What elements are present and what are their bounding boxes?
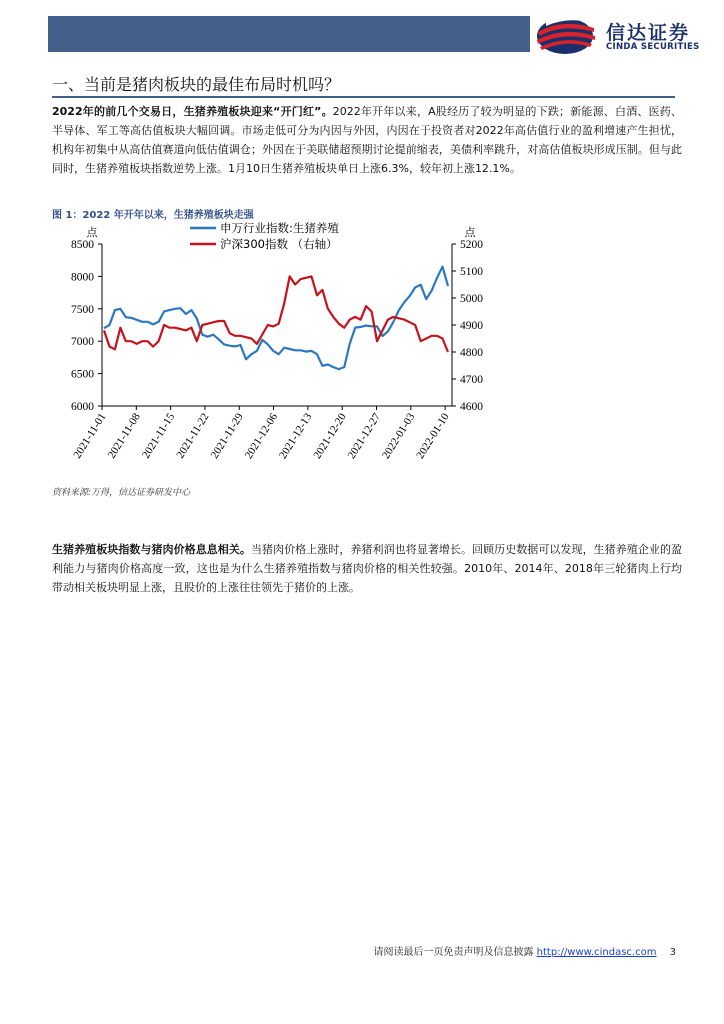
x-tick-label: 2021-12-27 [345,411,384,462]
line-chart [40,216,510,484]
legend-label-2: 沪深300指数 （右轴） [220,237,338,251]
x-tick-label: 2021-12-13 [277,411,315,462]
x-tick-label: 2021-11-08 [105,411,143,461]
footer-disclaimer: 请阅读最后一页免责声明及信息披露 [373,947,534,958]
legend-label-1: 申万行业指数:生猪养殖 [220,221,339,235]
page-number: 3 [669,947,676,958]
right-tick-label: 4800 [460,347,483,359]
cinda-logo [532,14,712,56]
right-tick-label: 4600 [460,401,483,413]
right-tick-label: 5000 [460,293,483,305]
left-tick-label: 8500 [71,239,94,251]
footer-link[interactable]: http://www.cindasc.com [536,947,657,958]
title-divider [52,96,675,98]
left-tick-label: 8000 [71,271,94,284]
header-bar [48,16,530,52]
left-tick-label: 6000 [71,401,94,413]
section-title: 一、当前是猪肉板块的最佳布局时机吗？ [52,75,341,94]
left-tick-label: 7000 [71,336,94,349]
paragraph-2-body: 当猪肉价格上涨时，养猪利润也将显著增长。回顾历史数据可以发现，生猪养殖企业的盈利能力与猪肉价格高度一致，这也是为什么生猪养殖指数与猪肉价格的相关性较强。2010年、2014年、2018年三轮猪肉上行均带动相关板块明显上涨，且股价的上涨往往领先于猪价的上涨。 [52,543,683,594]
figure-caption: 图 1：2022 年开年以来，生猪养殖板块走强 [52,210,254,221]
page-footer [373,943,676,958]
x-tick-label: 2022-01-03 [379,411,418,462]
brand-name-en: CINDA SECURITIES [606,42,700,52]
paragraph-1-lead: 2022年的前几个交易日，生猪养殖板块迎来“开门红”。 [52,105,333,118]
cinda-globe-icon [532,14,602,56]
figure-source: 资料来源:万得，信达证券研发中心 [52,488,191,498]
right-axis-unit: 点 [464,226,476,239]
x-tick-label: 2021-11-01 [71,411,109,461]
x-tick-label: 2022-01-10 [414,411,452,462]
left-axis-unit: 点 [86,226,98,239]
paragraph-1 [52,102,682,178]
x-tick-label: 2021-11-22 [174,411,212,461]
x-tick-label: 2021-11-15 [140,411,178,461]
left-tick-label: 6500 [71,368,94,381]
x-tick-label: 2021-12-06 [242,411,281,462]
paragraph-2 [52,540,682,597]
right-tick-label: 5100 [460,266,483,278]
x-tick-label: 2021-12-20 [311,411,349,462]
brand-name: 信达证券 [606,22,691,44]
right-tick-label: 4700 [460,374,483,386]
paragraph-2-lead: 生猪养殖板块指数与猪肉价格息息相关。 [52,543,251,556]
right-tick-label: 4900 [460,320,483,332]
left-tick-label: 7500 [71,303,94,316]
paragraph-1-body: 2022年开年以来，A股经历了较为明显的下跌；新能源、白酒、医药、半导体、军工等高估值板块大幅回调。市场走低可分为内因与外因，内因在于投资者对2022年高估值行业的盈利增速产生担忧，机构年初集中从高估值赛道向低估值调仓；外因在于美联储超预期讨论提前缩表，美债利率跳升，对高估值板块形成压制。但与此同时，生猪养殖板块指数逆势上涨。1月10日生猪养殖板块单日上涨6.3%，较年初上涨12.1%。 [52,105,682,175]
x-tick-label: 2021-11-29 [208,411,246,461]
right-tick-label: 5200 [460,239,483,251]
